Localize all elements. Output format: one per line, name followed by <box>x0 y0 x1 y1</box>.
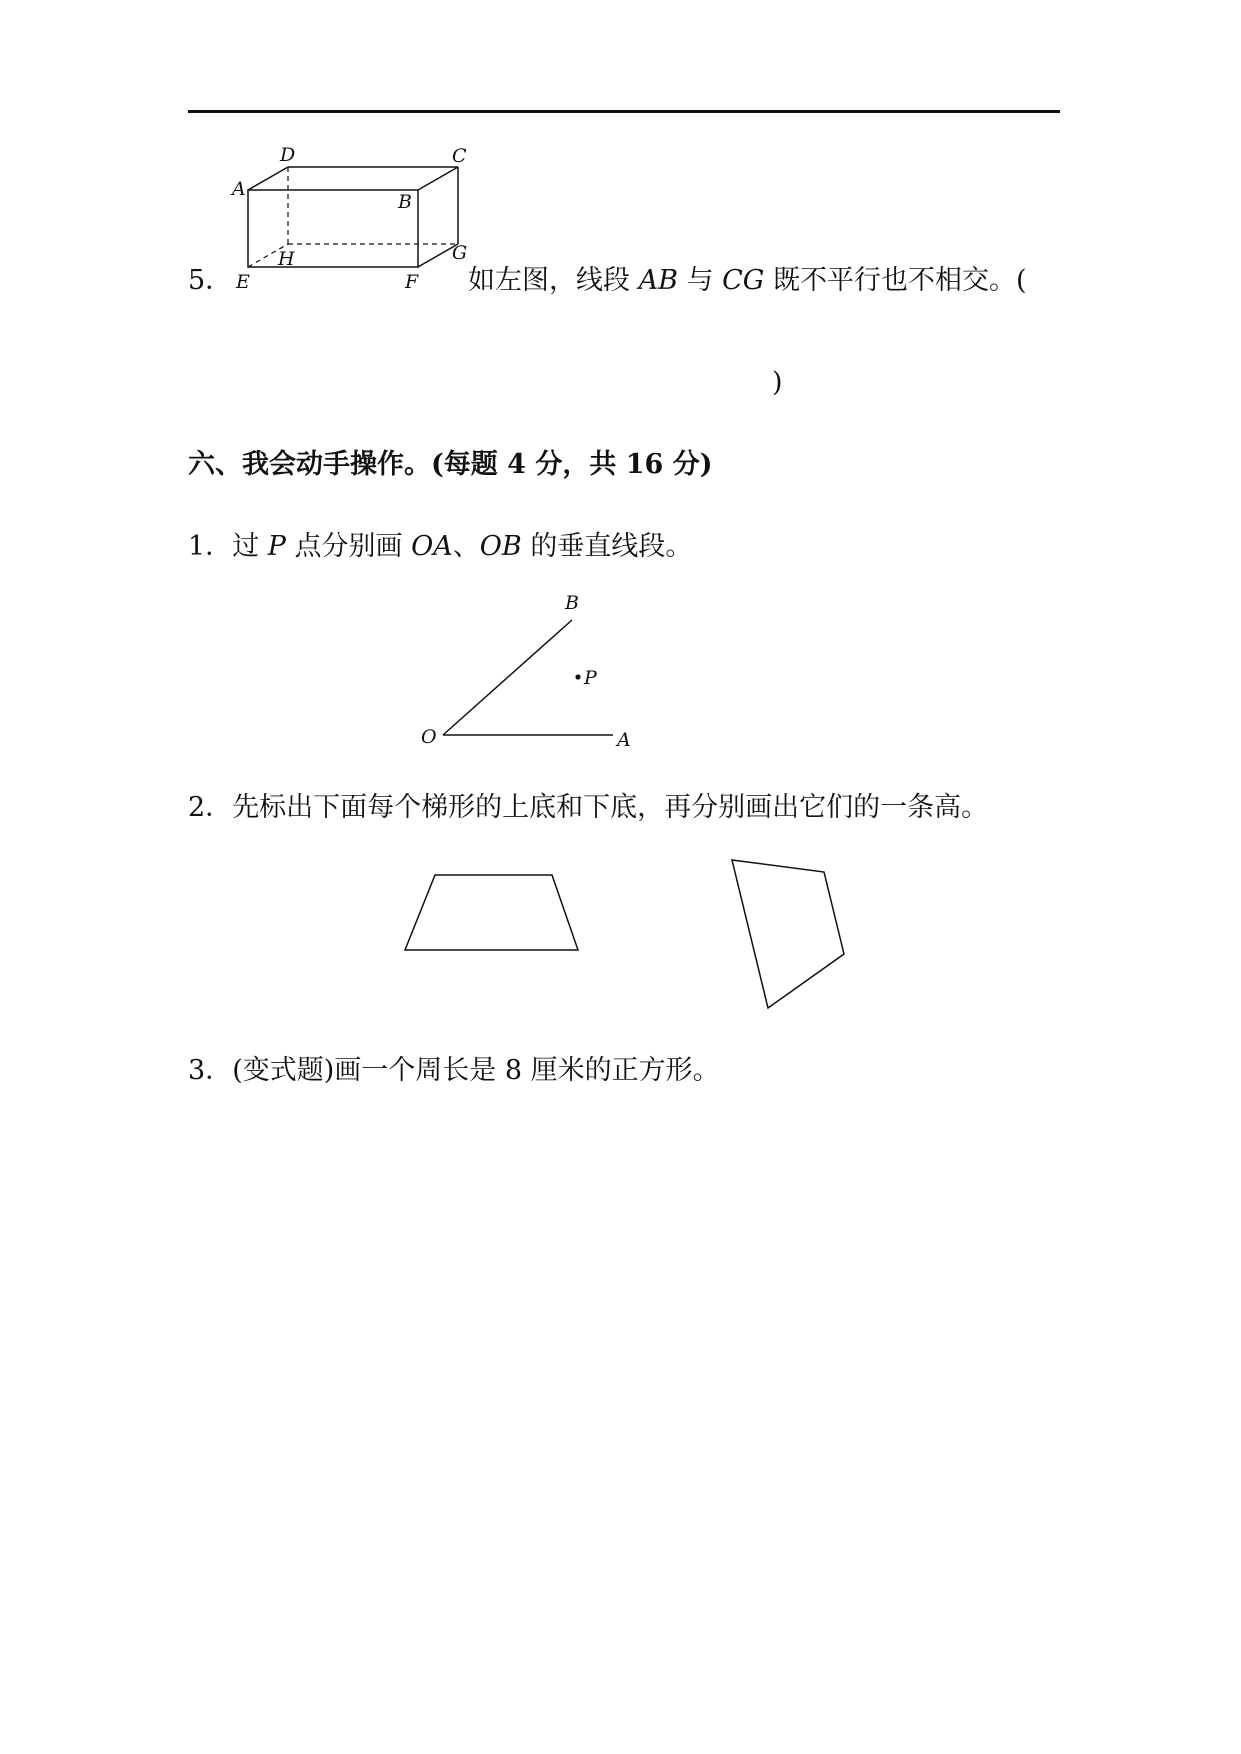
point-p <box>575 674 580 679</box>
q1-text-suffix: 的垂直线段。 <box>530 531 693 562</box>
cuboid-label-A: A <box>232 178 246 200</box>
q1-ray-ob: OB <box>479 531 522 562</box>
q5-segment-cg: CG <box>722 265 765 296</box>
q5-text-suffix: 既不平行也不相交。( <box>772 265 1027 296</box>
ray-ob <box>443 620 572 735</box>
q5-number: 5． <box>188 265 233 296</box>
q1-number: 1． <box>188 531 233 562</box>
q2-number: 2． <box>188 792 233 823</box>
q1-text-mid: 点分别画 <box>294 531 403 562</box>
cuboid-figure <box>230 145 480 295</box>
trapezoid-figures <box>395 850 855 1010</box>
q1-ray-oa: OA <box>411 531 453 562</box>
q3-line <box>188 1054 720 1088</box>
angle-label-o: O <box>421 726 437 748</box>
cuboid-edge-BC <box>418 167 458 190</box>
q5-close-paren: ) <box>772 367 783 398</box>
cuboid-edge-AD <box>248 167 288 190</box>
angle-figure <box>415 590 645 750</box>
q3-number: 3． <box>188 1055 233 1086</box>
cuboid-label-B: B <box>398 191 412 213</box>
q5-text-prefix: 如左图，线段 <box>468 265 630 296</box>
q5-text-mid: 与 <box>686 265 714 296</box>
cuboid-label-C: C <box>452 145 467 167</box>
cuboid-label-D: D <box>280 144 296 166</box>
q5-statement <box>468 264 1027 298</box>
cuboid-front-face <box>248 190 418 267</box>
q1-text-pre: 过 <box>232 531 260 562</box>
cuboid-label-F: F <box>405 271 419 293</box>
angle-label-b: B <box>565 592 579 614</box>
q5-segment-ab: AB <box>638 265 678 296</box>
cuboid-label-H: H <box>278 248 295 270</box>
trapezoid-2 <box>732 860 844 1008</box>
cuboid-label-E: E <box>236 271 250 293</box>
q2-text: 先标出下面每个梯形的上底和下底，再分别画出它们的一条高。 <box>232 792 989 823</box>
header-rule <box>188 110 1060 113</box>
section-title: 六、我会动手操作。(每题 4 分，共 16 分) <box>188 449 713 480</box>
q1-sep: 、 <box>452 531 480 562</box>
cuboid-label-G: G <box>452 242 468 264</box>
q3-text: (变式题)画一个周长是 8 厘米的正方形。 <box>232 1055 720 1086</box>
angle-label-p: P <box>584 667 597 689</box>
trapezoid-1 <box>405 875 578 950</box>
angle-label-a: A <box>617 729 631 751</box>
q1-line <box>188 530 692 564</box>
q2-line <box>188 791 988 825</box>
q1-point-p: P <box>267 531 286 562</box>
